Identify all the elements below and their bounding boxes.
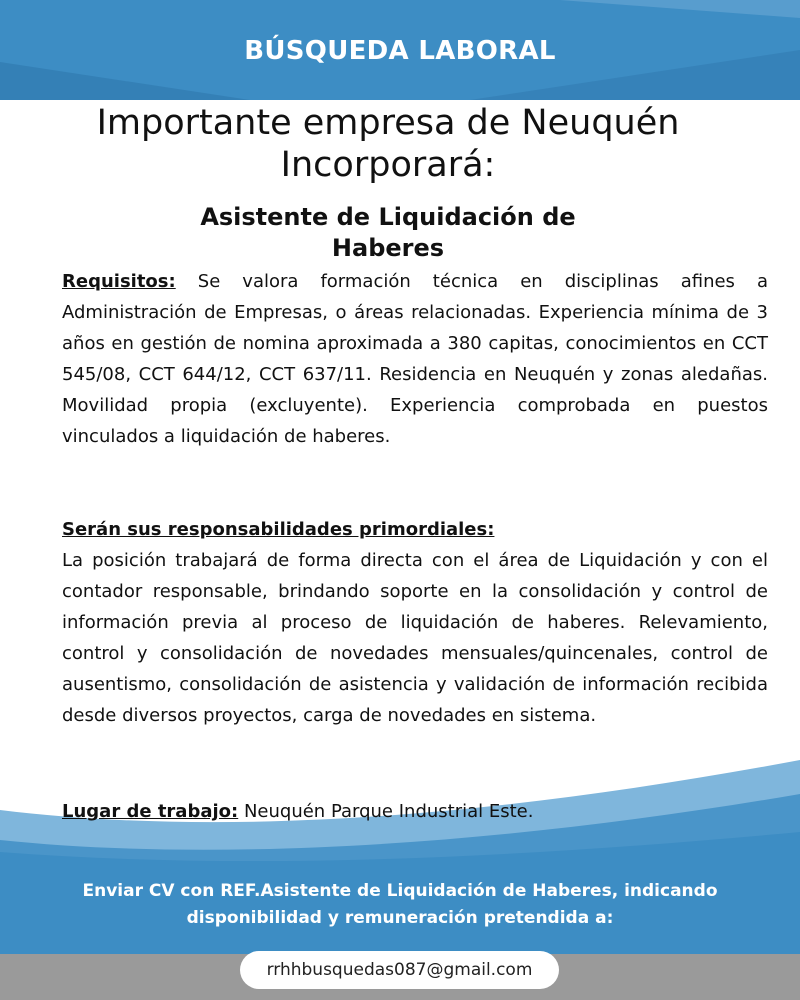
workplace-section: [62, 796, 768, 827]
email-contact[interactable]: rrhhbusquedas087@gmail.com: [240, 951, 559, 989]
company-title-line1: Importante empresa de Neuquén: [96, 103, 680, 143]
workplace-label: Lugar de trabajo:: [62, 801, 239, 822]
responsibilities-section: [62, 514, 768, 731]
workplace-text: Neuquén Parque Industrial Este.: [243, 801, 534, 822]
footer-line2: disponibilidad y remuneración pretendida a:: [186, 908, 614, 928]
company-title-line2: Incorporará:: [280, 145, 496, 185]
footer-instructions: [0, 878, 800, 932]
company-title: [0, 102, 776, 186]
position-title: [0, 202, 776, 264]
requirements-text: Se valora formación técnica en disciplinas afines a Administración de Empresas, o áreas relacionadas. Experiencia mínima de 3 años en gestión de nomina aproximada a 380 capitas, conocimientos en CCT 545/08, CCT 644/12, CCT 637/11. Residencia en Neuquén y zonas aledañas. Movilidad propia (excluyente). Experiencia comprobada en puestos vinculados a liquidación de haberes.: [62, 271, 768, 447]
position-title-line2: Haberes: [331, 234, 445, 262]
responsibilities-text: La posición trabajará de forma directa con el área de Liquidación y con el contador responsable, brindando soporte en la consolidación y control de información previa al proceso de liquidación de haberes. Relevamiento, control y consolidación de novedades mensuales/quincenales, control de ausentismo, consolidación de asistencia y validación de información recibida desde diversos proyectos, carga de novedades en sistema.: [62, 550, 768, 726]
header-band: [0, 0, 800, 100]
requirements-section: [62, 266, 768, 452]
footer-line1: Enviar CV con REF.Asistente de Liquidación de Haberes, indicando: [82, 881, 718, 901]
position-title-line1: Asistente de Liquidación de: [200, 203, 576, 231]
responsibilities-label: Serán sus responsabilidades primordiales:: [62, 519, 495, 540]
header-title: BÚSQUEDA LABORAL: [244, 36, 556, 66]
requirements-label: Requisitos:: [62, 271, 176, 292]
